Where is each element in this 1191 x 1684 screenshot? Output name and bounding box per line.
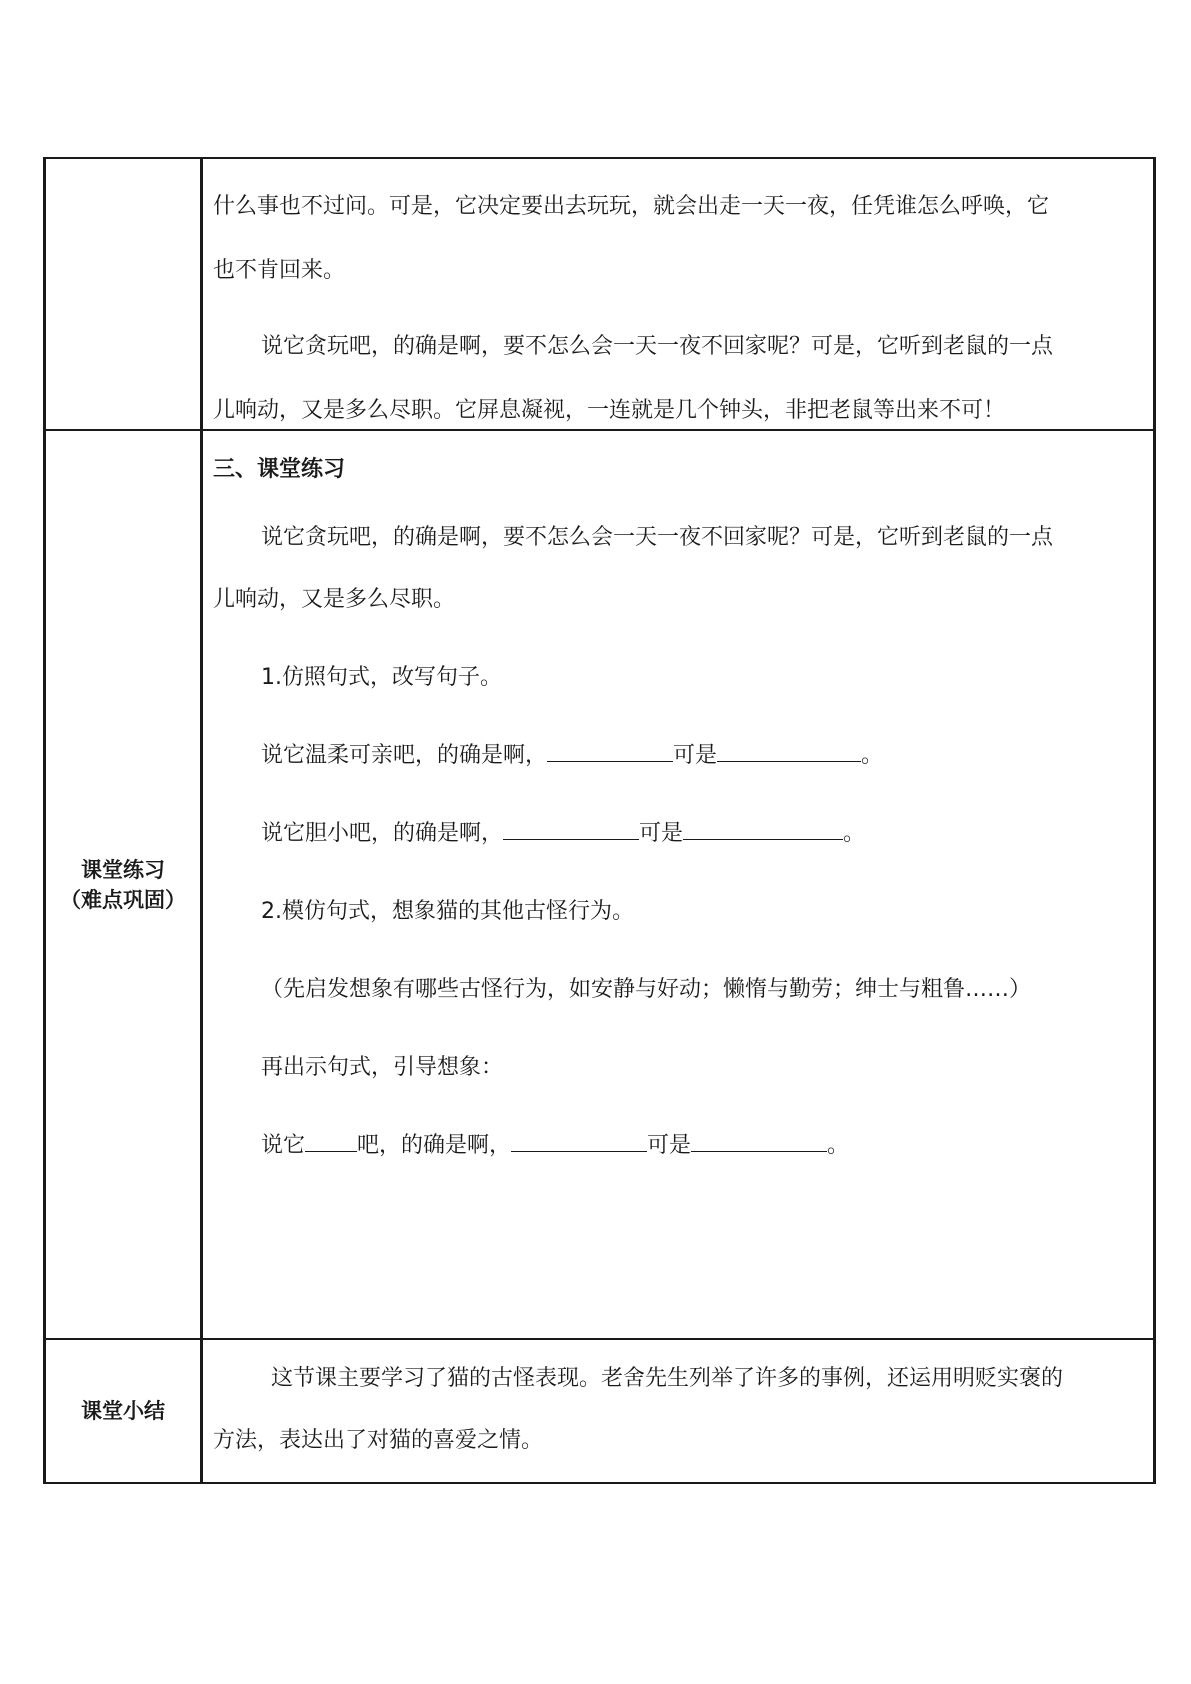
fill-blank [691,1129,827,1152]
table-row-class-exercise [45,430,1155,1339]
sentence-text: 吧，的确是啊， [357,1133,512,1158]
fill-blank [717,739,861,762]
row-label-cell-empty [45,158,202,430]
sentence-text: 说它胆小吧，的确是啊， [261,821,504,846]
sentence-text: 可是 [647,1133,692,1158]
lesson-plan-table [43,157,1156,1484]
row-label-cell [45,430,202,1339]
text-line: 儿响动，又是多么尽职。 [213,587,456,612]
row-label-cell [45,1339,202,1483]
table-row-text-continuation [45,158,1155,430]
text-line: 方法，表达出了对猫的喜爱之情。 [213,1428,544,1453]
sentence-text: 可是 [673,743,718,768]
text-line: 什么事也不过问。可是，它决定要出去玩玩，就会出走一天一夜，任凭谁怎么呼唤，它 [213,194,1050,219]
section-heading: 三、课堂练习 [213,457,346,482]
exercise-sentence [213,1117,1141,1195]
task-item: 1.仿照句式，改写句子。 [261,665,502,690]
sentence-text: 可是 [639,821,684,846]
fill-blank [547,739,673,762]
fill-blank [511,1129,647,1152]
sentence-text: 。 [843,821,866,846]
row-label-line: 课堂练习 [81,857,165,882]
text-line: 说它贪玩吧，的确是啊，要不怎么会一天一夜不回家呢？可是，它听到老鼠的一点 [261,525,1054,550]
row-label-line: （难点巩固） [60,887,186,912]
sentence-text: 说它温柔可亲吧，的确是啊， [261,743,548,768]
fill-blank [683,817,843,840]
text-line: 儿响动，又是多么尽职。它屏息凝视，一连就是几个钟头，非把老鼠等出来不可！ [213,398,1006,423]
row-content-cell [202,158,1155,430]
table-row-class-summary [45,1339,1155,1483]
fill-blank [503,817,639,840]
task-item: 2.模仿句式，想象猫的其他古怪行为。 [261,899,634,924]
sentence-text: 。 [827,1133,850,1158]
text-line: 这节课主要学习了猫的古怪表现。老舍先生列举了许多的事例，还运用明贬实褒的 [271,1366,1064,1391]
row-label: 课堂小结 [81,1399,165,1423]
hint-text: （先启发想象有哪些古怪行为，如安静与好动；懒惰与勤劳；绅士与粗鲁……） [261,977,1032,1002]
text-line: 再出示句式，引导想象： [261,1055,504,1080]
text-line: 说它贪玩吧，的确是啊，要不怎么会一天一夜不回家呢？可是，它听到老鼠的一点 [261,334,1054,359]
row-content-cell [202,1339,1155,1483]
sentence-text: 说它 [261,1133,306,1158]
text-line: 也不肯回来。 [213,258,346,283]
sentence-text: 。 [861,743,884,768]
row-label [46,855,200,915]
exercise-sentence [213,805,1141,883]
row-content-cell [202,430,1155,1339]
fill-blank [305,1129,357,1152]
exercise-sentence [213,727,1141,805]
